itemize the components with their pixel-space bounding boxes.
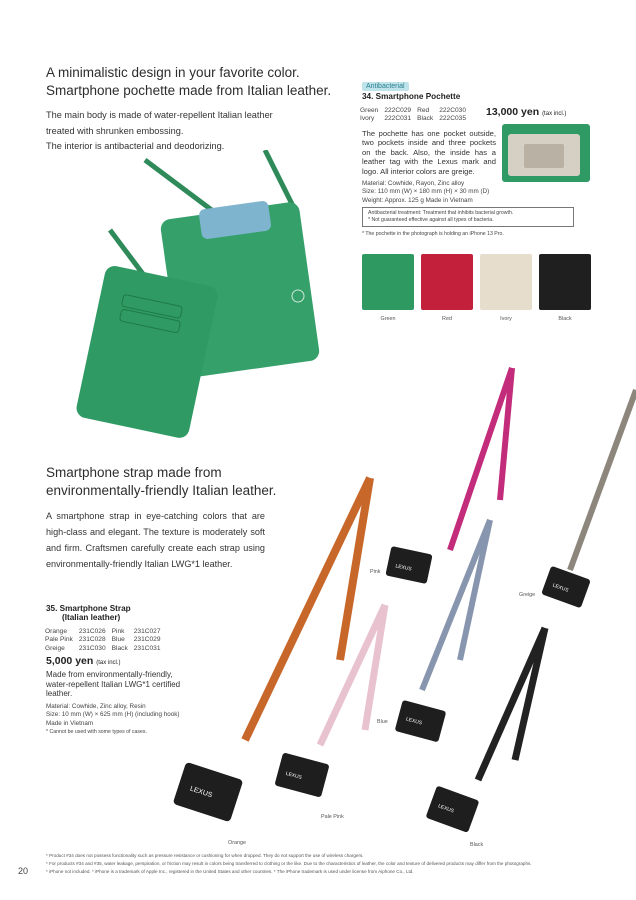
strap-black (426, 628, 545, 833)
title-line: 35. Smartphone Strap (46, 604, 131, 613)
card-logo: LEXUS (394, 563, 413, 573)
price-value: 5,000 yen (46, 655, 94, 667)
title-line: (Italian leather) (62, 613, 121, 622)
code-name: Orange (45, 628, 67, 635)
spec-size: Size: 110 mm (W) × 180 mm (H) × 30 mm (D) (362, 188, 490, 196)
footer-line: * For products #34 and #35, water leakage, perspiration, or friction may result in colors being transferred to clothing or the like. Due to the characteristics of leather, the color and texture of delivered products may differ from the photographs. (46, 861, 532, 866)
card-logo: LEXUS (284, 770, 303, 781)
footer-line: * Product #34 does not possess functionality such as pressure resistance or cushioning for when dropped. They do not support the use of wireless chargers. (46, 853, 364, 858)
spec-material: Material: Cowhide, Zinc alloy, Resin (46, 703, 146, 710)
card-logo: LEXUS (405, 716, 423, 727)
code-name: Green (360, 107, 379, 114)
code-value: 231C027 (133, 628, 161, 635)
antibacterial-note-box (362, 207, 574, 227)
swatch-label: Ivory (500, 316, 512, 322)
spec-size: Size: 10 mm (W) × 625 mm (H) (including hook) (46, 711, 180, 719)
code-name: Red (417, 107, 430, 114)
headline-line: environmentally-friendly Italian leather. (46, 483, 277, 498)
lead-line: The interior is antibacterial and deodorizing. (46, 141, 225, 151)
product34-codes (360, 107, 472, 124)
product35-price (46, 655, 121, 667)
strap-greige (541, 390, 636, 608)
price-tax: (tax incl.) (542, 111, 567, 117)
swatch-green (362, 254, 414, 322)
strap-pink (385, 368, 512, 584)
swatch-red (421, 254, 473, 322)
swatch-photo (362, 254, 414, 310)
box-line: Antibacterial treatment: Treatment that inhibits bacterial growth. (368, 210, 514, 216)
pochette-lead (46, 108, 346, 155)
box-line: * Not guaranteed effective against all types of bacteria. (368, 217, 494, 223)
swatch-label: Black (558, 316, 572, 322)
code-value: 222C035 (439, 115, 466, 123)
code-name: Ivory (360, 115, 375, 123)
code-name: Blue (111, 636, 125, 644)
straps-photo (160, 360, 636, 850)
page-number: 20 (18, 866, 29, 876)
price-tax: (tax incl.) (96, 660, 121, 666)
lead-line: treated with shrunken embossing. (46, 125, 184, 136)
swatch-photo (421, 254, 473, 310)
product34-note: * The pochette in the photograph is holding an iPhone 13 Pro. (362, 231, 504, 237)
card-logo: LEXUS (437, 803, 455, 815)
code-value: 222C029 (384, 107, 412, 114)
product34-price (486, 106, 566, 118)
code-value: 222C031 (384, 115, 412, 123)
swatch-photo (539, 254, 591, 310)
product35-codes (45, 628, 167, 653)
label-pale-pink: Pale Pink (321, 814, 344, 820)
label-black: Black (470, 842, 484, 848)
swatch-black (539, 254, 591, 322)
swatch-photo (480, 254, 532, 310)
code-name: Greige (45, 644, 65, 652)
label-blue: Blue (377, 719, 388, 725)
footer-notes (46, 852, 616, 876)
label-pink: Pink (370, 569, 381, 575)
card-logo: LEXUS (551, 582, 570, 594)
code-value: 231C026 (78, 628, 106, 635)
strap-lead: A smartphone strap in eye-catching colors that are high-class and elegant. The texture is moderately soft and firm. Craftsmen carefully create each strap using environmentally-friendly Italian LWG*1 leather. (46, 511, 265, 569)
code-name: Black (417, 115, 434, 123)
antibacterial-badge (362, 75, 409, 93)
product34-description: The pochette has one pocket outside, two pockets inside and three pockets on the back. Also, the inside has a leather tag with the Lexus mark and logo. All interior colors are greige. (362, 129, 496, 176)
swatch-ivory (480, 254, 532, 322)
spec-weight: Weight: Approx. 125 g Made in Vietnam (362, 196, 473, 204)
headline-line: A minimalistic design in your favorite color. (46, 65, 300, 80)
product35-description: Made from environmentally-friendly, water-repellent Italian LWG*1 certified leather. (46, 670, 181, 699)
badge-text: Antibacterial (362, 82, 409, 91)
label-orange: Orange (228, 840, 246, 846)
strap-pale-pink (274, 605, 385, 798)
code-name: Black (111, 644, 128, 652)
code-name: Pale Pink (45, 636, 73, 644)
spec-origin: Made in Vietnam (46, 719, 94, 727)
code-value: 231C031 (133, 644, 161, 652)
spec-material: Material: Cowhide, Rayon, Zinc alloy (362, 180, 465, 187)
product35-title (46, 604, 131, 622)
footer-line: * iPhone not included. * iPhone is a trademark of Apple Inc., registered in the United States and other countries. * The iPhone trademark is used under license from Aiphone Co., Ltd. (46, 869, 414, 874)
pochette-interior-photo (502, 124, 590, 182)
headline-line: Smartphone pochette made from Italian leather. (46, 83, 332, 98)
code-value: 231C030 (78, 644, 106, 652)
product34-title: 34. Smartphone Pochette (362, 92, 461, 101)
code-value: 222C030 (439, 107, 466, 114)
headline-line: Smartphone strap made from (46, 465, 222, 480)
swatch-label: Green (380, 316, 396, 322)
product34-specs (362, 180, 592, 205)
code-value: 231C029 (133, 636, 161, 644)
lead-line: The main body is made of water-repellent Italian leather (46, 110, 273, 120)
swatch-label: Red (442, 316, 452, 322)
pochette-headline (46, 64, 346, 100)
strap-orange (173, 478, 370, 822)
product35-note: * Cannot be used with some types of cases. (46, 729, 147, 735)
code-value: 231C028 (78, 636, 106, 644)
code-name: Pink (111, 628, 125, 635)
price-value: 13,000 yen (486, 106, 540, 118)
pochette-color-swatches (362, 254, 590, 332)
label-greige: Greige (519, 592, 536, 598)
card-logo: LEXUS (189, 785, 214, 800)
